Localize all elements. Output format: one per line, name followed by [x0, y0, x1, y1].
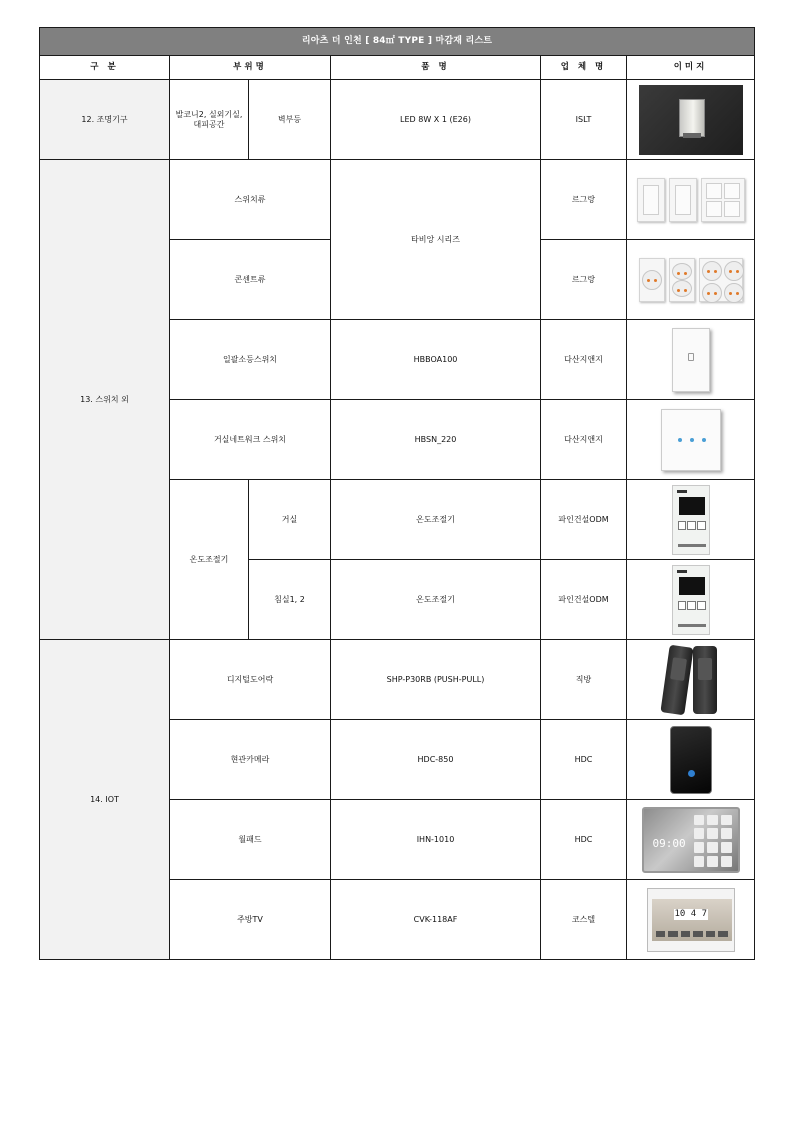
image-cell [627, 400, 755, 480]
wall-switch-icon [630, 178, 751, 222]
maker-cell: 르그랑 [541, 160, 627, 240]
product-cell: HBBOA100 [331, 320, 541, 400]
header-image: 이미지 [627, 56, 755, 80]
product-cell: 타비앙 시리즈 [331, 160, 541, 320]
image-cell [627, 160, 755, 240]
finish-material-table [39, 27, 755, 960]
location-cell: 월패드 [170, 800, 331, 880]
table-title: 리아츠 더 인천 [ 84㎡ TYPE ] 마감재 리스트 [40, 28, 755, 56]
location-cell: 스위치류 [170, 160, 331, 240]
product-cell: CVK-118AF [331, 880, 541, 960]
product-cell: 온도조절기 [331, 480, 541, 560]
maker-cell: 다산지앤지 [541, 320, 627, 400]
header-location: 부위명 [170, 56, 331, 80]
location-cell: 일괄소등스위치 [170, 320, 331, 400]
maker-cell: 르그랑 [541, 240, 627, 320]
location-cell: 발코니2, 실외기실, 대피공간 [170, 80, 249, 160]
image-cell [627, 800, 755, 880]
location-cell: 온도조절기 [170, 480, 249, 640]
location-cell: 주방TV [170, 880, 331, 960]
master-switch-icon [672, 328, 710, 392]
image-cell [627, 880, 755, 960]
wall-lamp-icon [639, 85, 743, 155]
location-cell: 콘센트류 [170, 240, 331, 320]
thermostat-icon [672, 485, 710, 555]
door-camera-icon [670, 726, 712, 794]
maker-cell: 다산지앤지 [541, 400, 627, 480]
maker-cell: HDC [541, 720, 627, 800]
thermostat-icon [672, 565, 710, 635]
power-outlet-icon [630, 258, 751, 302]
product-cell: HBSN_220 [331, 400, 541, 480]
image-cell [627, 80, 755, 160]
door-lock-icon [630, 646, 751, 714]
location-cell: 거실네트워크 스위치 [170, 400, 331, 480]
header-product: 품 명 [331, 56, 541, 80]
header-maker: 업 체 명 [541, 56, 627, 80]
product-cell: IHN-1010 [331, 800, 541, 880]
wallpad-icon [642, 807, 740, 873]
header-category: 구 분 [40, 56, 170, 80]
maker-cell: 코스텔 [541, 880, 627, 960]
location-cell: 디지털도어락 [170, 640, 331, 720]
category-switches: 13. 스위치 외 [40, 160, 170, 640]
image-cell [627, 560, 755, 640]
maker-cell: ISLT [541, 80, 627, 160]
sublocation-cell: 벽부등 [249, 80, 331, 160]
image-cell [627, 720, 755, 800]
maker-cell: 파인건설ODM [541, 480, 627, 560]
table-row [40, 80, 755, 160]
network-switch-icon [661, 409, 721, 471]
wallpad-clock: 09:00 [652, 836, 686, 850]
image-cell [627, 640, 755, 720]
maker-cell: 파인건설ODM [541, 560, 627, 640]
image-cell [627, 480, 755, 560]
category-lighting: 12. 조명기구 [40, 80, 170, 160]
tv-clock: 10 4 7 [674, 908, 708, 919]
table-row [40, 640, 755, 720]
table-row [40, 160, 755, 240]
maker-cell: HDC [541, 800, 627, 880]
sublocation-cell: 침실1, 2 [249, 560, 331, 640]
product-cell: LED 8W X 1 (E26) [331, 80, 541, 160]
sublocation-cell: 거실 [249, 480, 331, 560]
maker-cell: 직방 [541, 640, 627, 720]
product-cell: 온도조절기 [331, 560, 541, 640]
kitchen-tv-icon [647, 888, 735, 952]
product-cell: HDC-850 [331, 720, 541, 800]
image-cell [627, 320, 755, 400]
location-cell: 현관카메라 [170, 720, 331, 800]
image-cell [627, 240, 755, 320]
category-iot: 14. IOT [40, 640, 170, 960]
product-cell: SHP-P30RB (PUSH-PULL) [331, 640, 541, 720]
